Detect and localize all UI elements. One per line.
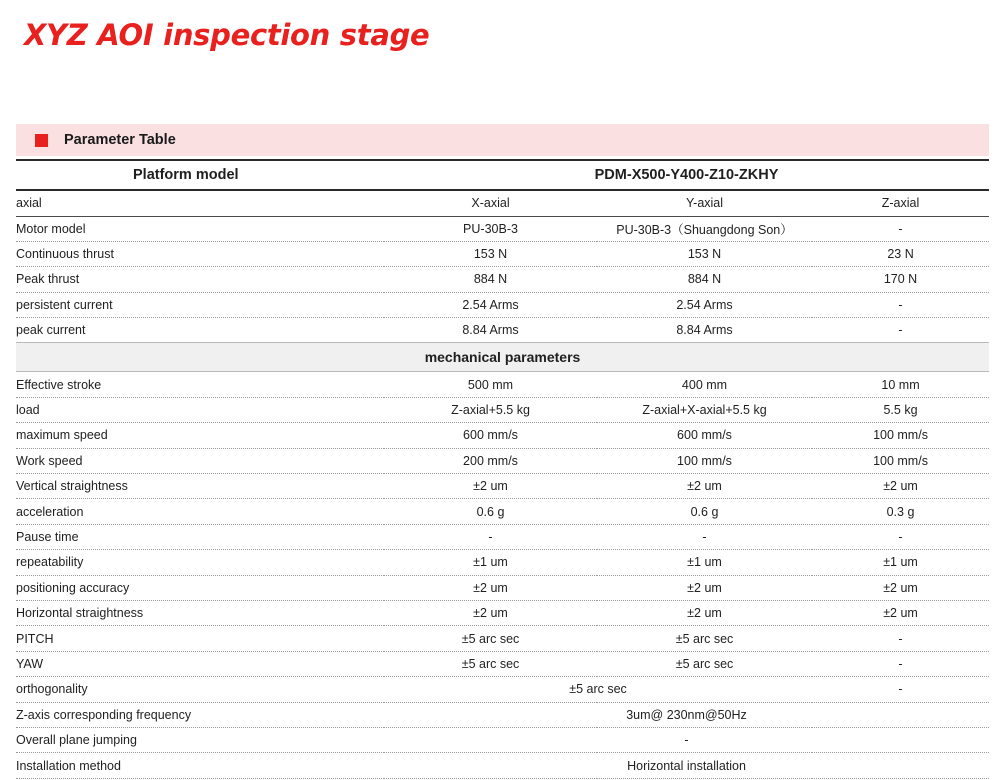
table-row xyxy=(16,372,989,397)
row-x-value: 8.84 Arms xyxy=(384,318,597,343)
row-z-value: 0.3 g xyxy=(812,499,989,524)
row-span-value: ±5 arc sec xyxy=(384,677,812,702)
row-x-value: 2.54 Arms xyxy=(384,292,597,317)
table-row xyxy=(16,600,989,625)
row-label: peak current xyxy=(16,318,384,343)
table-row xyxy=(16,727,989,752)
row-label: load xyxy=(16,397,384,422)
row-x-value: - xyxy=(384,524,597,549)
row-y-value: ±2 um xyxy=(597,575,812,600)
row-z-value: ±1 um xyxy=(812,550,989,575)
row-y-value: ±5 arc sec xyxy=(597,626,812,651)
row-y-value: 8.84 Arms xyxy=(597,318,812,343)
row-label: axial xyxy=(16,190,384,216)
table-row xyxy=(16,241,989,266)
page-title: XYZ AOI inspection stage xyxy=(24,18,430,52)
row-y-value: 600 mm/s xyxy=(597,423,812,448)
row-z-value: 23 N xyxy=(812,241,989,266)
row-y-value: - xyxy=(597,524,812,549)
row-y-value: 0.6 g xyxy=(597,499,812,524)
row-x-value: Z-axial+5.5 kg xyxy=(384,397,597,422)
row-y-value: 2.54 Arms xyxy=(597,292,812,317)
table-row xyxy=(16,423,989,448)
table-row xyxy=(16,267,989,292)
row-x-value: ±2 um xyxy=(384,600,597,625)
table-row xyxy=(16,575,989,600)
row-z-value: - xyxy=(812,524,989,549)
row-x-value: 600 mm/s xyxy=(384,423,597,448)
row-z-value: ±2 um xyxy=(812,600,989,625)
row-y-value: ±1 um xyxy=(597,550,812,575)
header-model-cell: PDM-X500-Y400-Z10-ZKHY xyxy=(384,160,989,190)
row-label: Overall plane jumping xyxy=(16,727,384,752)
row-x-value: ±2 um xyxy=(384,474,597,499)
row-z-value: - xyxy=(812,292,989,317)
table-row xyxy=(16,626,989,651)
section-bullet-icon xyxy=(35,134,48,147)
row-x-value: X-axial xyxy=(384,190,597,216)
row-span-value: 3um@ 230nm@50Hz xyxy=(384,702,989,727)
row-y-value: 153 N xyxy=(597,241,812,266)
row-y-value: ±2 um xyxy=(597,474,812,499)
table-row xyxy=(16,448,989,473)
row-x-value: PU-30B-3 xyxy=(384,216,597,241)
header-label-cell: Platform model xyxy=(16,160,384,190)
row-y-value: 100 mm/s xyxy=(597,448,812,473)
row-y-value: 884 N xyxy=(597,267,812,292)
parameter-table-wrapper xyxy=(16,159,989,779)
section-title: Parameter Table xyxy=(64,132,176,148)
row-z-value: - xyxy=(812,651,989,676)
row-y-value: Y-axial xyxy=(597,190,812,216)
row-x-value: 0.6 g xyxy=(384,499,597,524)
row-z-value: ±2 um xyxy=(812,575,989,600)
table-row xyxy=(16,753,989,778)
row-z-value: 10 mm xyxy=(812,372,989,397)
row-label: Horizontal straightness xyxy=(16,600,384,625)
parameter-table xyxy=(16,159,989,779)
row-x-value: 200 mm/s xyxy=(384,448,597,473)
row-y-value: ±2 um xyxy=(597,600,812,625)
row-x-value: 500 mm xyxy=(384,372,597,397)
row-z-value: - xyxy=(812,318,989,343)
row-z-value: ±2 um xyxy=(812,474,989,499)
row-x-value: 884 N xyxy=(384,267,597,292)
row-label: acceleration xyxy=(16,499,384,524)
table-row xyxy=(16,702,989,727)
row-label: Z-axis corresponding frequency xyxy=(16,702,384,727)
table-header-row xyxy=(16,160,989,190)
section-band-mechanical xyxy=(16,343,989,372)
table-row xyxy=(16,216,989,241)
row-z-value: - xyxy=(812,216,989,241)
table-row xyxy=(16,474,989,499)
row-span-value: Horizontal installation xyxy=(384,753,989,778)
row-label: persistent current xyxy=(16,292,384,317)
row-y-value: 400 mm xyxy=(597,372,812,397)
row-z-value: 100 mm/s xyxy=(812,423,989,448)
row-label: Installation method xyxy=(16,753,384,778)
row-z-value: 170 N xyxy=(812,267,989,292)
row-span-value: - xyxy=(384,727,989,752)
band-label: mechanical parameters xyxy=(16,343,989,372)
table-row xyxy=(16,550,989,575)
table-row xyxy=(16,190,989,216)
row-label: Pause time xyxy=(16,524,384,549)
row-label: Motor model xyxy=(16,216,384,241)
table-row xyxy=(16,651,989,676)
row-label: Vertical straightness xyxy=(16,474,384,499)
row-y-value: PU-30B-3（Shuangdong Son） xyxy=(597,216,812,241)
table-row xyxy=(16,292,989,317)
table-row xyxy=(16,499,989,524)
table-row xyxy=(16,318,989,343)
row-y-value: ±5 arc sec xyxy=(597,651,812,676)
row-z-value: 100 mm/s xyxy=(812,448,989,473)
row-label: orthogonality xyxy=(16,677,384,702)
row-z-value: 5.5 kg xyxy=(812,397,989,422)
table-row xyxy=(16,524,989,549)
row-x-value: ±5 arc sec xyxy=(384,651,597,676)
row-label: repeatability xyxy=(16,550,384,575)
row-z-value: - xyxy=(812,626,989,651)
table-row xyxy=(16,397,989,422)
table-row xyxy=(16,677,989,702)
row-y-value: Z-axial+X-axial+5.5 kg xyxy=(597,397,812,422)
row-label: PITCH xyxy=(16,626,384,651)
row-label: Continuous thrust xyxy=(16,241,384,266)
row-label: Peak thrust xyxy=(16,267,384,292)
row-label: Effective stroke xyxy=(16,372,384,397)
row-x-value: ±1 um xyxy=(384,550,597,575)
row-z-value: - xyxy=(812,677,989,702)
row-z-value: Z-axial xyxy=(812,190,989,216)
row-label: maximum speed xyxy=(16,423,384,448)
section-header xyxy=(16,124,989,156)
row-x-value: ±5 arc sec xyxy=(384,626,597,651)
row-x-value: 153 N xyxy=(384,241,597,266)
row-x-value: ±2 um xyxy=(384,575,597,600)
row-label: positioning accuracy xyxy=(16,575,384,600)
row-label: Work speed xyxy=(16,448,384,473)
row-label: YAW xyxy=(16,651,384,676)
